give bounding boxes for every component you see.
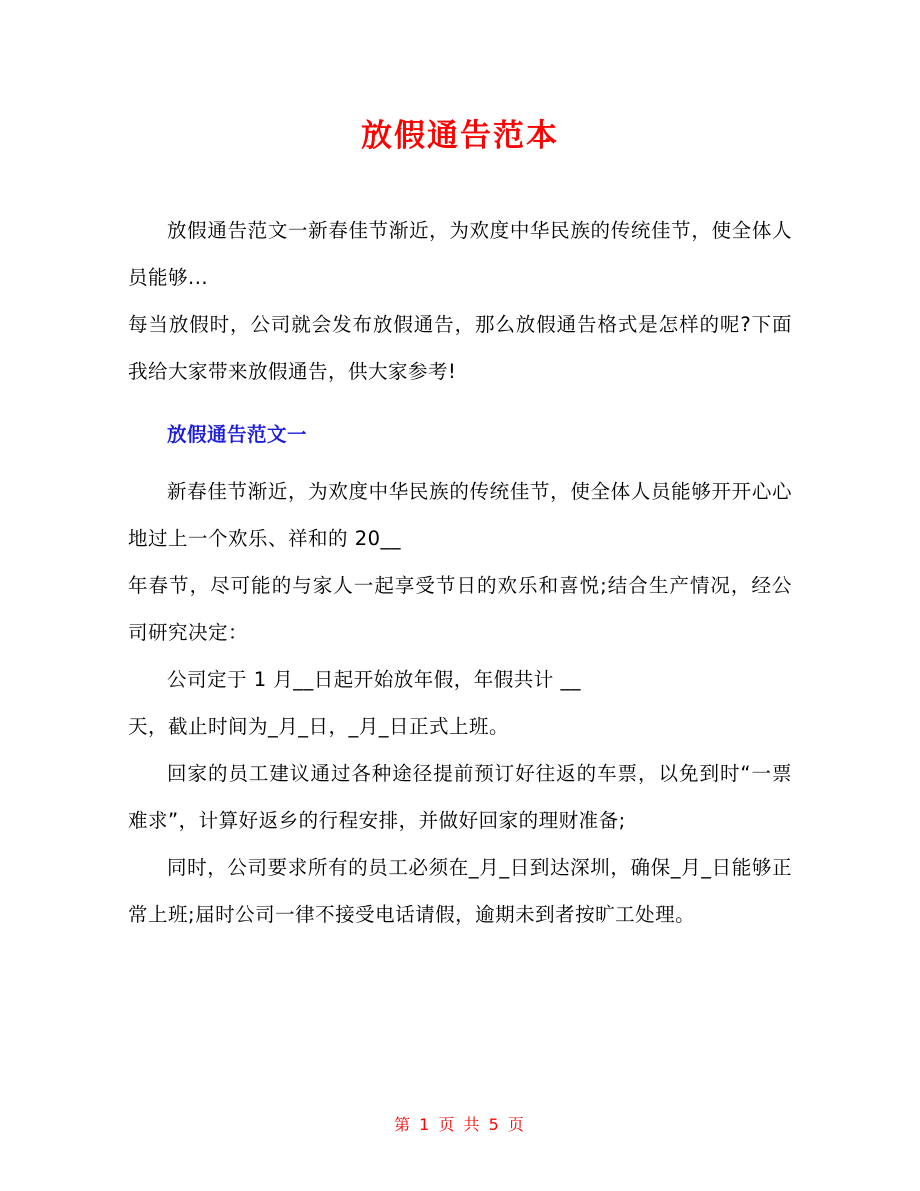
footer-middle: 页 共 [438, 1115, 482, 1134]
section-body [128, 468, 792, 938]
paragraph-body-1: 新春佳节渐近，为欢度中华民族的传统佳节，使全体人员能够开开心心地过上一个欢乐、祥和的 20__ [128, 480, 792, 551]
paragraph-intro-1: 放假通告范文一新春佳节渐近，为欢度中华民族的传统佳节，使全体人员能够... [128, 219, 792, 290]
footer-total-pages: 5 [488, 1115, 501, 1134]
footer-prefix: 第 [394, 1115, 413, 1134]
paragraph-body-5: 回家的员工建议通过各种途径提前预订好往返的车票，以免到时“一票难求”，计算好返乡的行程安排，并做好回家的理财准备; [128, 762, 792, 833]
section-heading-sample-one: 放假通告范文一 [167, 423, 308, 447]
paragraph-intro-2: 每当放假时，公司就会发布放假通告，那么放假通告格式是怎样的呢?下面我给大家带来放假通告，供大家参考! [128, 313, 792, 384]
paragraph-body-3: 公司定于 1 月__日起开始放年假，年假共计 __ [167, 668, 582, 692]
paragraph-body-6: 同时，公司要求所有的员工必须在_月_日到达深圳，确保_月_日能够正常上班;届时公司一律不接受电话请假，逾期未到者按旷工处理。 [128, 856, 792, 927]
paragraph-body-2: 年春节，尽可能的与家人一起享受节日的欢乐和喜悦;结合生产情况，经公司研究决定： [128, 574, 792, 645]
page-title: 放假通告范本 [361, 118, 559, 154]
paragraph-body-4: 天，截止时间为_月_日，_月_日正式上班。 [128, 715, 510, 739]
document-body [128, 0, 792, 938]
intro-block [128, 207, 792, 395]
footer-suffix: 页 [507, 1115, 526, 1134]
footer-current-page: 1 [419, 1115, 432, 1134]
page-footer [0, 1112, 920, 1135]
